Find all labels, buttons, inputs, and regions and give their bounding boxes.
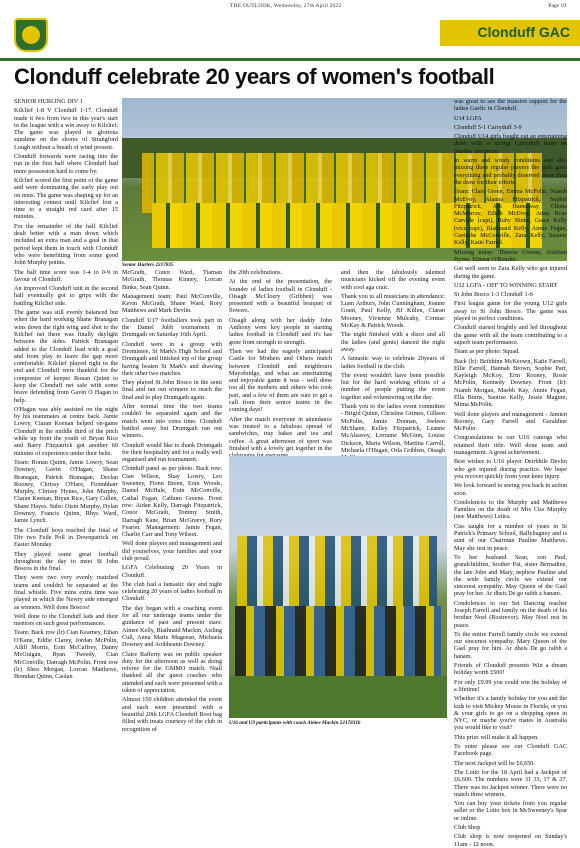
page-runner (0, 0, 580, 14)
paragraph: Get well soon to Zara Kelly who got injured during the game. (454, 265, 567, 280)
photo-caption: U16 and U9 participants with coach Aimee Mackin 2217831b (229, 720, 361, 726)
paragraph: Almost 150 children attended the event and each were presented with a beautiful 20th LGFA Clonduff Boot bag filled with treats courtesy of the club in recognition of (122, 696, 222, 733)
paragraph: Well done to the Clonduff lads and their mentors on such great performances. (14, 612, 118, 628)
paragraph: Clonduff started brightly and led throughout the game with all the team contributing to a superb team performance. (454, 324, 567, 346)
paragraph: Oisagh along with her daddy John Anthony were key people in starting ladies football in Clonduff and it's has gone from strength to strength. (229, 316, 332, 346)
paragraph: After the match everyone in attendance was treated to a fabulous spread of sandwiches, tray bakes and tea and coffee. A great afternoon of sport was finished with a lovely get together in the (229, 415, 332, 452)
paragraph: For the remainder of the half Kilclief dealt better with a man down which included an extra man and a goal in that period kept them in touch with Clonduff who were benefitting from some good John Murphy points. (14, 222, 118, 267)
paragraph: McGrath, Conor Ward, Tiarnan McGrath, Thomas Kinney, Lorcan Binks, Sean Quinn. (122, 269, 222, 291)
paragraph: The next Jackpot will be £6,650. (454, 759, 535, 767)
section-heading: Club Shop (454, 824, 481, 832)
section-banner (0, 14, 580, 58)
page-number: Page 19 (548, 3, 566, 9)
paragraph: The game was still evenly balanced but when the hard working Shane Branagan wins down the right wing and shot to the Kilclief net there was finally daylight between the sides. Patrick Branagan added to the Clonduff lead with a goal and from play to leave the gap more comfortable. Kilclief played right to the end and Clonduff were thankful for the composure of keeper Ronan Quinn to keep the Clonduff net safe with some brave defending from Gavin O Hagan to help. (14, 309, 118, 404)
paragraph: The Clonduff boys reached the final of Div two Feile Poll in Downpatrick on Easter Monday. (14, 526, 118, 549)
team-photo-u16-u9 (229, 456, 447, 718)
paragraph: and then the fabulously talented musicians kicked off the evening event with cool aga craic. (341, 269, 445, 291)
paragraph: Claire Rafferty was on public speaker duty for the afternoon as well as doing referee for the GMMO match. Niall thanked all the guest coaches who attended and each were presented with a token of appreciation. (122, 650, 222, 695)
paragraph: They played some great football throughout the day to meet St John Boscos in the final. (14, 550, 118, 573)
article-column-4 (341, 269, 445, 454)
paragraph: Missing today: Therese Cowan, Aishlinn Byrne, Eimear O'Rourke. (454, 248, 567, 263)
paragraph: Back (lr): Beibhinn McKeown, Katie Farrell, Ellie Farrell, Hannah Brown, Sophie Parr, Kayleigh McKoy, Erin Rooney, Rosie McPolin, Kennedy Downey. Front (lr): Niamh Morgan, Maebh Kay, Annie Fegan, Ella Burns, Saoirse Kelly, Jessie Maginn, Mima McPolin. (454, 357, 567, 409)
paragraph: Friends of Clonduff presents Win a dream holiday worth £500! (454, 662, 567, 677)
paragraph: The day began with a coaching event for all our underage teams under the guidance of past and present stars: Aimee Kelly, Blathnaid Mackin, Aisling Cull, Anna Marie Mageean, Michaela Downey and Aoibheann Downey. (122, 604, 222, 649)
paragraph: Best wishes to U16 player Deirbhile Devlin who got injured during practice. We hope you recover quickly from your knee injury. (454, 458, 567, 480)
article-headline: Clonduff celebrate 20 years of women's football (14, 64, 495, 89)
article-column-2 (122, 269, 222, 733)
paragraph: Thank you to the ladies event committee - Brigid Quinn, Christine Grimes, Gilleen McPolin, Jamie Donnan, Joeleen McShane, Kelley Fitzpatrick, Leanne McAleavey, Lorraine McGinn, Louise Dickson, Maria Wilson, Martina Carroll, Michaela O'Hagan, Orla Gribben, Oisagh (341, 403, 445, 454)
photo-caption: Senior Hurlers 2217835 (122, 262, 174, 268)
paragraph: A fantastic way to celebrate 20years of ladies football in the club. (341, 355, 445, 370)
paragraph: Clonduff U14 girls fought out an entertaining draw with a strong Carryduff team on Sunday afternoon. (454, 133, 567, 155)
paragraph: the 20th celebrations. (229, 269, 283, 276)
paragraph: Clonduff would like to thank Drumgath for their hospitality and for a really well organised and run tournament. (122, 441, 222, 464)
paragraph: To her husband Sean, son Paul, grandchildren, brother Pat, sister Bernadine, the late John and Mary, nephew Pauline and the wide family circle we extend our sincerest sympathy. May Queen of the Gael pray for her. Ar dheis De go raibh a hanam. (454, 553, 567, 598)
paragraph: For only £9.99 you could win the holiday of a lifetime! (454, 678, 567, 693)
paragraph: Team: Ronan Quinn, Jamie Lowry, Sean Downey, Gavin O'Hagan, Shane Branagan, Patrick Branagan, Declan Rooney, Chrissy O'Hare, Fionnbharr Murphy, Chrissy Hynes, John Murphy, Ciaran Keenan, Bryan Rice, Gary Cullen, Shane Hayes. Subs: Oisin Murphy, Dylan Downey, Francis Quinn, Rhys Ward, Jamie Lynch. (14, 458, 118, 525)
paragraph: Whether it's a family holiday for you and the kids to visit Mickey Mouse in Florida, or you & your girls to go on a shopping spree in NYC, or maybe you've mates in Australia you would like to visit? (454, 695, 567, 732)
banner-title-bar (440, 20, 580, 46)
paragraph: Ciss taught for a number of years in St Patrick's Primary School, Ballyhagney and is aunt of our Chairman Pauline Matthews. May she rest in peace. (454, 522, 567, 552)
paragraph: To the entire Farrell family circle we extend our sincerest sympathy. Mary Queen of the Gael pray for him. Ar dheis De go raibh a hanam. (454, 630, 567, 660)
paragraph: Condolences to our Set Dancing teacher Joseph Farrell and family on the death of his brother Noel (Rostrevor). May Noel rest in peace. (454, 599, 567, 629)
paragraph: Team: Clare Green, Emma McPolin, Niamh McEvoy, Alanna Fitzpatrick, Sophie Fitzpatrick, Abi Hannaway, Cliona McMurray, Eilidh McEvoy, Anna Rose Carville (capt), Ruby Binks, Grace Kelly (vice capt), Blathnaid Kelly, Aimie Fegan, Caoimhe McConville, Zara Kelly, Saoirse Kelly, Katie Farrell. (454, 188, 567, 247)
paragraph: The club had a fantastic day and night celebrating 20 years of ladies football in Clonduff. (122, 580, 222, 603)
paragraph: Clonduff were in a group with Dromintee, St Mark's High School and Drumgath and finished top of the group having beaten St Mark's and drawing their other two matches. (122, 340, 222, 377)
paragraph: Then we had the eagerly anticipated Castle for Mothers and Others match between Clonduff and neighbours Mayobridge, and what an entertaining and enjoyable game it was - well done too all the mothers and others who took part, and a few of them are sure to get a call from their senior teams in the coming days! (229, 347, 332, 414)
section-heading: U14 LGFA (454, 114, 482, 122)
paragraph: In warm and windy conditions and also missing three regular players the girls gave everything and probably deserved more than the draw for their efforts. (454, 157, 567, 186)
paragraph: St John Bosco 1-3 Clonduff 1-6 (454, 291, 533, 299)
article-column-1 (14, 98, 118, 730)
paragraph: They played St John Bosco in the semi final and ran out winners to reach the final and to play Drumgath again. (122, 379, 222, 401)
publication-line: THE OUTLOOK, Wednesday, 27th April 2022 (230, 3, 342, 9)
paragraph: The event wouldn't have been possible but for the hard working efforts of a number of people putting the event together and volunteering on the day. (341, 371, 445, 401)
paragraph: An improved Clonduff unit in the second half eventually got to grips with the battling Kilclief side. (14, 285, 118, 307)
banner-divider (0, 58, 580, 61)
paragraph: Management team: Paul McConville, Kevin McGrath, Shane Ward, Rory Matthews and Mark Devlin. (122, 292, 222, 315)
paragraph: Condolences to the Murphy and Matthews Families on the death of Mrs Ciss Murphy (nee Matthews) Leitra. (454, 498, 567, 521)
section-heading: SENIOR HURLING DIV 1 (14, 98, 83, 105)
paragraph: We look forward to seeing you back in action soon. (454, 482, 567, 497)
paragraph: Well done players and management and did yourselves, your families and your club proud. (122, 540, 222, 562)
article-column-3 (229, 269, 332, 454)
paragraph: Congratulations to our U16 camogs who retained their title. Well done team and management. A great achievement. (454, 434, 567, 457)
paragraph: Clonduff forwards were racing into the run in the first half where Clonduff had more possession hard to come by. (14, 153, 118, 175)
paragraph: Clonduff U17 footballers took part in the Daniel Jubb tournament in Drumgath on Saturday 16th April. (122, 316, 222, 339)
paragraph: The night finished with a disco and all the ladies (and gents) danced the night away. (341, 331, 445, 353)
paragraph: You can buy your tickets from you regular seller or the Lotto box in McSweeney's Spar or online. (454, 800, 567, 822)
paragraph: After normal time the two teams couldn't be separated again and the match went into extra time. Clonduff battled away but Drumgath ran out winners. (122, 403, 222, 440)
paragraph: They were two very evenly matched teams and couldn't be separated at the final whistle. Five mins extra time was played in which the Newry side emerged as winners. Well done Boscos! (14, 574, 118, 611)
paragraph: Well done players and management - Jamien Rooney, Gary Farrell and Geraldine McPolin. (454, 410, 567, 433)
paragraph: The Lotto for the 18 April had a Jackpot of £6,600. The numbers were 31 33, 17 & 37. There was no Jackpot winner. There were no match three winners. (454, 768, 567, 798)
section-heading: U12 LGFA - OFF TO WINNING START (454, 281, 558, 289)
paragraph: The half time score was 1-4 to 0-9 in favour of Clonduff. (14, 268, 118, 283)
club-crest-icon (14, 18, 48, 52)
paragraph: Clonduff 5-1 Carryduff 3-9 (454, 123, 522, 131)
paragraph: Club shop is now reopened on Sunday's 11am - 12 noon. (454, 833, 567, 848)
paragraph: This prize will make it all happen. (454, 733, 539, 741)
paragraph: To enter please see our Clonduff GAC Facebook page. (454, 743, 567, 758)
paragraph: LGFA Celebrating 20 Years in Clonduff. (122, 564, 222, 579)
paragraph: was great to see the massive support for the ladies Gaelic in Clonduff. (454, 98, 567, 113)
paragraph: O'Hagan was ably assisted on the night by his teammates at centre back. Jamie Lowry, Ciaran Keenan helped on-game Clonduff in the middle third of the pitch while up front the youth of Bryan Rice and Barry Fitzpatrick got another 60 minutes of experience under their belts. (14, 405, 118, 457)
paragraph: Clonduff panel as per photo: Back row: Cian Wilson, Shay Lowry, Leo Sweeney, Fionn Breen, Eoin Woods, Daniel McHale, Eoin McConville, Cathal Fegan, Cathum Greene. Front row: Aidan Kelly, Darragh Fitzpatrick, Conor McGrath, Tommy Smith, Darragh Kane, Brian McGreevy, Rory Fearon. Management: Jamie Fegan, Charlie Carr and Tony Wilson. (122, 465, 222, 539)
banner-title: Clonduff GAC (477, 24, 570, 40)
article-column-5 (454, 98, 567, 848)
paragraph: Kilclief 1-8 V Clonduff 1-17. Clonduff made it two from two in this year's start to the league with a win away to Kilclief. The game was played in glorious sunshine on the shores of Strangford Lough without a breath of wind present. (14, 107, 118, 151)
paragraph: Team as per photo: Squad. (454, 348, 520, 356)
paragraph: At the end of the presentation, the founder of ladies football in Clonduff - Oisagh McCloery (Gribben) was presented with a beautiful bouquet of flowers. (229, 278, 332, 315)
paragraph: Thank you to all musicians in attendance: Liam Arthurs, John Cunningham, Joanne Grant, Paul Kelly, BJ Killen, Ciaran Mooney, Vivienne Mulcahy, Cormac McKay & Patrick Woods. (341, 292, 445, 330)
paragraph: Team: Back row (lr) Cian Kearney, Ethan O'Kane, Eddie Clarey, Jordan McPolin, Ailill Morris, Eoin McCaffrey, Danny McGuigan, Ryan Tweedy, Cian McConville, Darragh McPolin. Front row (lr) Shea Morgan, Lorcan Matthews, Brendan Quinn, Caolan (14, 629, 118, 681)
paragraph: Kilclief scored the first point of the game and were dominating the early play out on tents. The game was shaping up for an interesting contest until Kilclief lost a time to a straight red card after 15 minutes. (14, 176, 118, 221)
paragraph: First league game for the young U12 girls away to St John Bosco. The game was played in perfect conditions. (454, 300, 567, 323)
